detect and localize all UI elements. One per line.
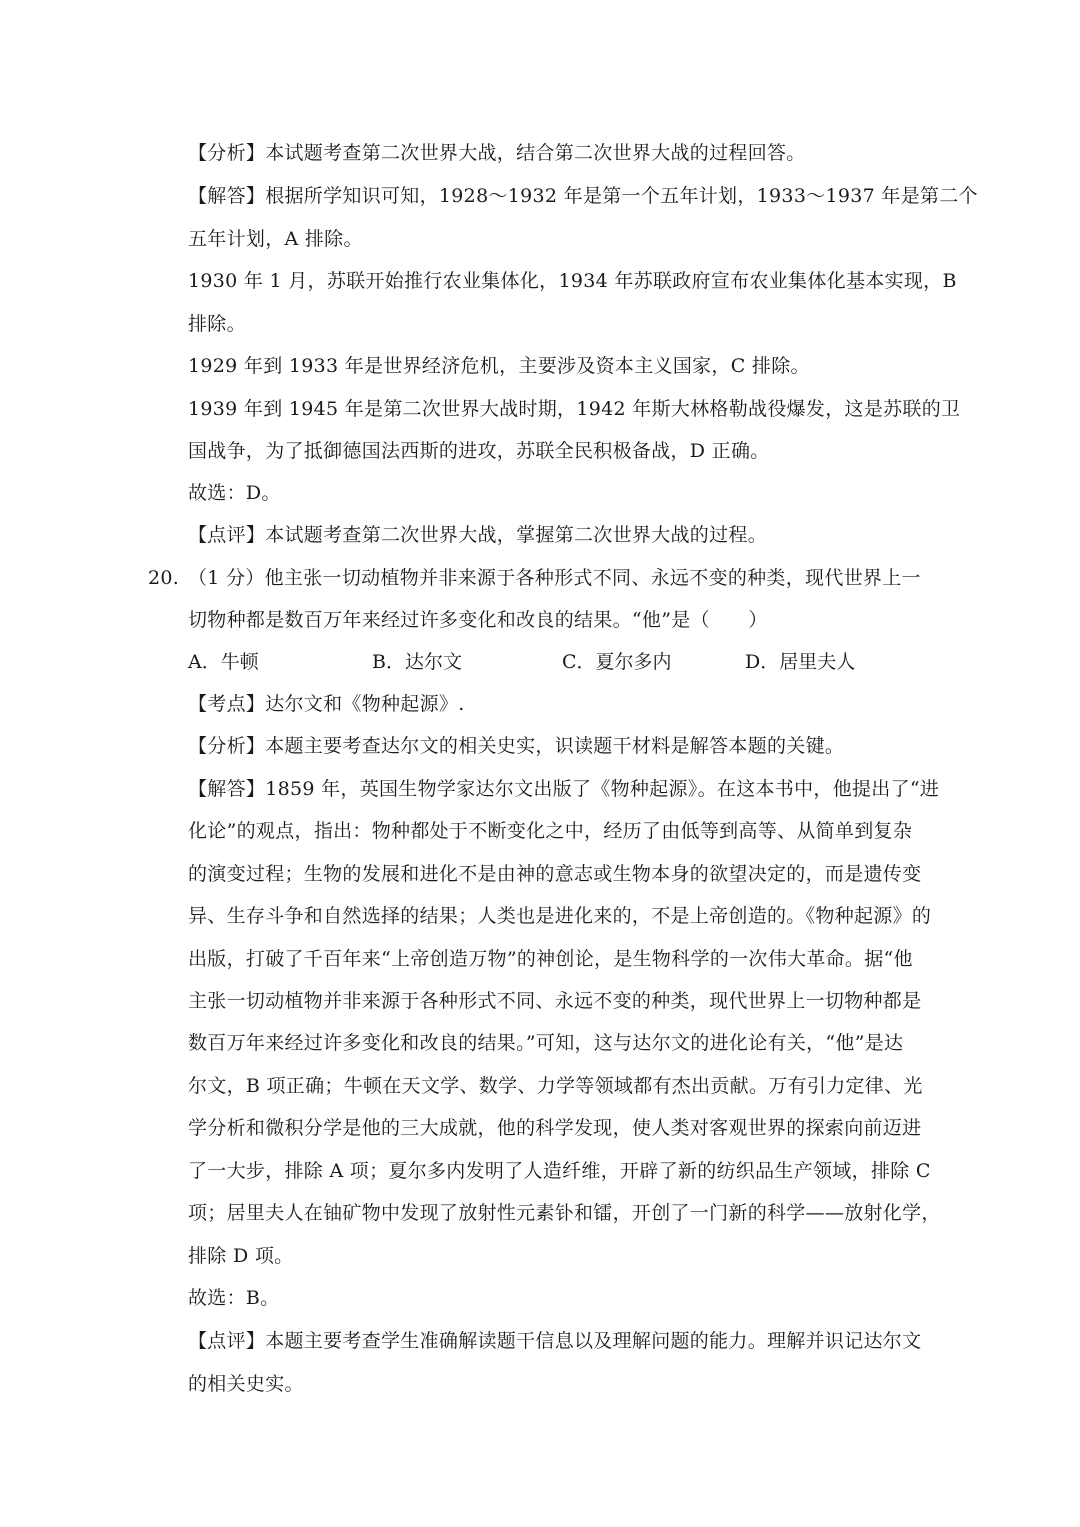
q20-answer-line: 学分析和微积分学是他的三大成就，他的科学发现，使人类对客观世界的探索向前迈进 [188,1117,922,1139]
prev-answer-line: 【解答】根据所学知识可知，1928～1932 年是第一个五年计划，1933～1937 年是第二个 [188,185,978,207]
q20-comment-line: 【点评】本题主要考查学生准确解读题干信息以及理解问题的能力。理解并识记达尔文 [188,1330,922,1352]
prev-analysis: 【分析】本试题考查第二次世界大战，结合第二次世界大战的过程回答。 [188,142,806,164]
option-b: B．达尔文 [372,651,462,673]
q20-answer-line: 数百万年来经过许多变化和改良的结果。”可知，这与达尔文的进化论有关，“他”是达 [188,1032,904,1054]
prev-choice: 故选：D。 [188,482,281,504]
q20-analysis: 【分析】本题主要考查达尔文的相关史实，识读题干材料是解答本题的关键。 [188,735,845,757]
option-c: C．夏尔多内 [562,651,672,673]
q20-answer-line: 排除 D 项。 [188,1245,294,1267]
q20-answer-line: 项；居里夫人在铀矿物中发现了放射性元素钋和镭，开创了一门新的科学——放射化学， [188,1202,941,1224]
question-stem-line: 切物种都是数百万年来经过许多变化和改良的结果。“他”是（ ） [188,609,768,631]
prev-answer-line: 1939 年到 1945 年是第二次世界大战时期，1942 年斯大林格勒战役爆发，这是苏联的卫 [188,398,961,420]
option-d: D．居里夫人 [745,651,856,673]
q20-answer-line: 化论”的观点，指出：物种都处于不断变化之中，经历了由低等到高等、从简单到复杂 [188,820,913,842]
prev-answer-line: 排除。 [188,313,246,335]
prev-answer-line: 1929 年到 1933 年是世界经济危机，主要涉及资本主义国家，C 排除。 [188,355,810,377]
kaodian: 【考点】达尔文和《物种起源》. [188,693,465,715]
q20-choice: 故选：B。 [188,1287,280,1309]
q20-answer-line: 【解答】1859 年，英国生物学家达尔文出版了《物种起源》。在这本书中，他提出了“进 [188,778,940,800]
prev-comment: 【点评】本试题考查第二次世界大战，掌握第二次世界大战的过程。 [188,524,768,546]
q20-answer-line: 了一大步，排除 A 项；夏尔多内发明了人造纤维，开辟了新的纺织品生产领域，排除 C [188,1160,931,1182]
q20-answer-line: 异、生存斗争和自然选择的结果；人类也是进化来的，不是上帝创造的。《物种起源》的 [188,905,932,927]
q20-answer-line: 尔文，B 项正确；牛顿在天文学、数学、力学等领域都有杰出贡献。万有引力定律、光 [188,1075,923,1097]
prev-answer-line: 1930 年 1 月，苏联开始推行农业集体化，1934 年苏联政府宣布农业集体化基本实现，B [188,270,957,292]
prev-answer-line: 国战争，为了抵御德国法西斯的进攻，苏联全民积极备战，D 正确。 [188,440,770,462]
q20-answer-line: 主张一切动植物并非来源于各种形式不同、永远不变的种类，现代世界上一切物种都是 [188,990,922,1012]
q20-answer-line: 出版，打破了千百年来“上帝创造万物”的神创论，是生物科学的一次伟大革命。据“他 [188,948,913,970]
q20-comment-line: 的相关史实。 [188,1373,304,1395]
q20-answer-line: 的演变过程；生物的发展和进化不是由神的意志或生物本身的欲望决定的，而是遗传变 [188,863,922,885]
option-a: A．牛顿 [188,651,259,673]
question-number: 20. [148,567,180,589]
prev-answer-line: 五年计划，A 排除。 [188,228,363,250]
question-stem-line: （1 分）他主张一切动植物并非来源于各种形式不同、永远不变的种类，现代世界上一 [188,567,921,589]
